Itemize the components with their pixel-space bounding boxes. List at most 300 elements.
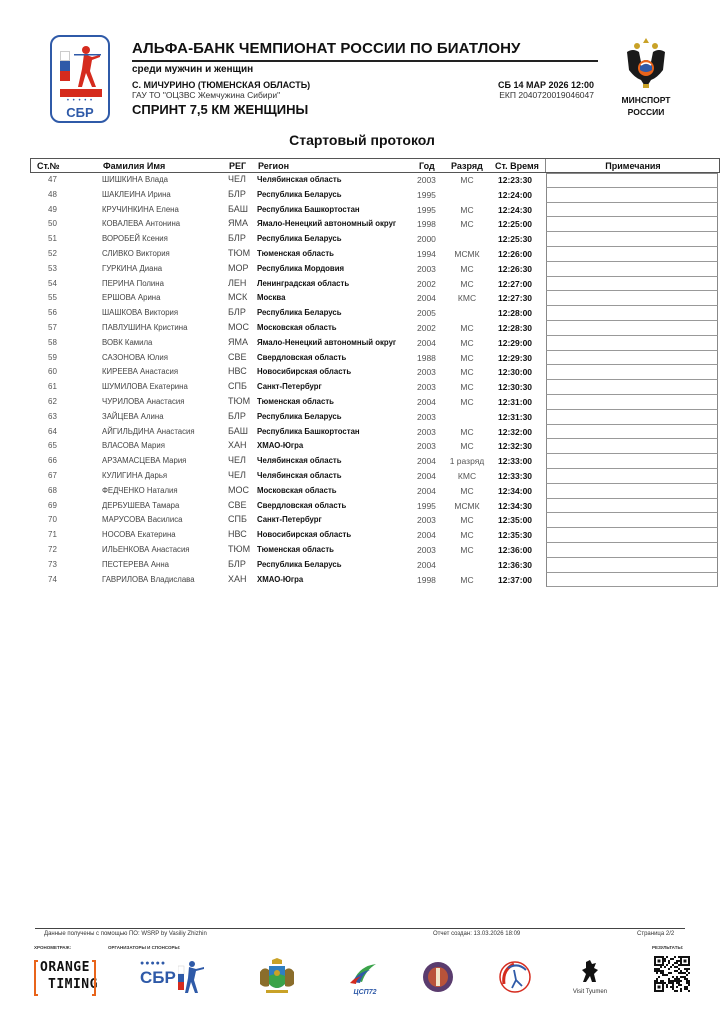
- region-code: НВС: [228, 529, 247, 540]
- start-time: 12:36:00: [498, 544, 533, 555]
- header-year: Год: [419, 161, 435, 171]
- sbr-logo-text: СБР: [66, 105, 94, 120]
- qr-finder-center: [658, 986, 661, 989]
- notes-cell: [546, 188, 718, 203]
- region-name: Москва: [257, 293, 286, 303]
- notes-cell: [546, 306, 718, 321]
- region-code: ТЮМ: [228, 247, 251, 258]
- sport-rank: МСМК: [454, 500, 480, 511]
- birth-year: 2004: [417, 337, 436, 348]
- start-time: 12:30:00: [498, 367, 533, 378]
- qr-module: [674, 990, 676, 992]
- region-name: Московская область: [257, 322, 337, 332]
- start-time: 12:34:00: [498, 485, 533, 496]
- bib-number: 74: [48, 574, 57, 584]
- table-row: [30, 247, 720, 262]
- qr-module: [688, 972, 690, 974]
- birth-year: 2003: [417, 441, 436, 452]
- region-name: Челябинская область: [257, 470, 342, 480]
- region-code: ХАН: [228, 573, 247, 584]
- qr-finder-center: [684, 960, 687, 963]
- birth-year: 2003: [417, 382, 436, 393]
- qr-module: [656, 978, 658, 980]
- region-code: СВЕ: [228, 499, 247, 510]
- qr-module: [674, 978, 676, 980]
- visit-tyumen-text: Visit Tyumen: [572, 989, 608, 995]
- qr-module: [664, 982, 666, 984]
- start-time: 12:35:00: [498, 515, 533, 526]
- birth-year: 1995: [417, 189, 436, 200]
- qr-module: [668, 972, 670, 974]
- qr-module: [666, 964, 668, 966]
- notes-cell: [546, 469, 718, 484]
- sport-rank: МС: [460, 322, 474, 333]
- birth-year: 1994: [417, 248, 436, 259]
- header-reg: РЕГ: [229, 161, 247, 171]
- sport-rank: МС: [460, 263, 474, 274]
- table-row: [30, 573, 720, 588]
- region-name: ХМАО-Югра: [257, 574, 304, 584]
- athlete-name: ЧУРИЛОВА Анастасия: [102, 396, 185, 406]
- athlete-name: МАРУСОВА Василиса: [102, 515, 183, 525]
- region-name: Ленинградская область: [257, 278, 350, 288]
- qr-module: [688, 968, 690, 970]
- table-body: [30, 173, 720, 587]
- qr-module: [670, 966, 672, 968]
- region-code: ЧЕЛ: [228, 174, 246, 184]
- bib-number: 70: [48, 515, 57, 525]
- bib-number: 49: [48, 204, 57, 214]
- qr-module: [684, 986, 686, 988]
- birth-year: 1988: [417, 352, 436, 363]
- qr-module: [676, 976, 678, 978]
- qr-module: [656, 972, 658, 974]
- bib-number: 71: [48, 530, 57, 540]
- qr-module: [658, 970, 660, 972]
- region-name: Республика Беларусь: [257, 411, 342, 421]
- notes-cell: [546, 203, 718, 218]
- qr-module: [682, 972, 684, 974]
- start-time: 12:32:00: [498, 426, 533, 437]
- notes-cell: [546, 395, 718, 410]
- qr-module: [678, 984, 680, 986]
- qr-module: [664, 960, 666, 962]
- qr-module: [678, 982, 680, 984]
- qr-module: [686, 982, 688, 984]
- footer-divider: [35, 928, 685, 929]
- region-code: ТЮМ: [228, 543, 251, 554]
- qr-module: [680, 976, 682, 978]
- biathlete-icon: [72, 45, 102, 89]
- athlete-name: ВЛАСОВА Мария: [102, 441, 165, 451]
- sport-rank: МС: [460, 278, 474, 289]
- birth-year: 2000: [417, 234, 436, 245]
- report-created: Отчет создан: 13.03.2026 18:09: [433, 931, 521, 937]
- table-header: [30, 158, 720, 173]
- start-time: 12:33:00: [498, 456, 533, 467]
- table-row: [30, 543, 720, 558]
- athlete-name: КРУЧИНКИНА Елена: [102, 204, 179, 214]
- header-notes-divider: [545, 159, 546, 172]
- region-name: Республика Беларусь: [257, 234, 342, 244]
- qr-module: [668, 962, 670, 964]
- athlete-name: ЗАЙЦЕВА Алина: [102, 411, 164, 421]
- qr-module: [688, 980, 690, 982]
- region-name: Тюменская область: [257, 544, 334, 554]
- qr-module: [662, 970, 664, 972]
- qr-module: [684, 988, 686, 990]
- athlete-name: СЛИВКО Виктория: [102, 248, 170, 258]
- bib-number: 63: [48, 411, 57, 421]
- qr-module: [680, 990, 682, 992]
- athlete-name: ИЛЬЕНКОВА Анастасия: [102, 544, 190, 554]
- region-code: БЛР: [228, 558, 246, 569]
- notes-cell: [546, 528, 718, 543]
- sport-rank: МС: [460, 219, 474, 230]
- event-place: С. МИЧУРИНО (ТЮМЕНСКАЯ ОБЛАСТЬ): [132, 80, 311, 90]
- qr-module: [686, 980, 688, 982]
- qr-module: [670, 958, 672, 960]
- bib-number: 55: [48, 293, 57, 303]
- sport-rank: МС: [460, 485, 474, 496]
- athlete-name: ПЕСТЕРЕВА Анна: [102, 559, 169, 569]
- flag-red-stripe: [60, 71, 70, 81]
- qr-module: [668, 982, 670, 984]
- qr-module: [688, 990, 690, 992]
- notes-cell: [546, 173, 718, 188]
- qr-module: [686, 988, 688, 990]
- region-code: ЯМА: [228, 336, 248, 347]
- qr-module: [672, 964, 674, 966]
- start-time: 12:32:30: [498, 441, 533, 452]
- athlete-name: АРЗАМАСЦЕВА Мария: [102, 456, 187, 466]
- birth-year: 2003: [417, 367, 436, 378]
- start-time: 12:25:00: [498, 219, 533, 230]
- qr-module: [662, 974, 664, 976]
- start-time: 12:35:30: [498, 530, 533, 541]
- qr-module: [658, 976, 660, 978]
- region-name: Республика Беларусь: [257, 308, 342, 318]
- sport-rank: МС: [460, 337, 474, 348]
- qr-module: [678, 968, 680, 970]
- qr-module: [686, 970, 688, 972]
- athlete-name: ГАВРИЛОВА Владислава: [102, 574, 195, 584]
- qr-module: [680, 972, 682, 974]
- header-notes: Примечания: [605, 161, 661, 171]
- sport-rank: МС: [460, 515, 474, 526]
- qr-module: [676, 982, 678, 984]
- sport-rank: МС: [460, 367, 474, 378]
- table-row: [30, 395, 720, 410]
- tyumen-coat-of-arms-icon: [256, 958, 298, 996]
- table-row: [30, 528, 720, 543]
- region-name: Республика Мордовия: [257, 263, 345, 273]
- start-time: 12:30:30: [498, 382, 533, 393]
- qr-module: [672, 984, 674, 986]
- sbr-sponsor-stars-icon: ●●●●●: [140, 960, 167, 967]
- birth-year: 2004: [417, 396, 436, 407]
- table-row: [30, 351, 720, 366]
- notes-cell: [546, 454, 718, 469]
- table-row: [30, 277, 720, 292]
- athlete-name: АЙГИЛЬДИНА Анастасия: [102, 426, 195, 436]
- notes-cell: [546, 558, 718, 573]
- ekp-number: ЕКП 2040720019046047: [499, 90, 594, 100]
- region-name: Республика Башкортостан: [257, 426, 360, 436]
- qr-module: [656, 970, 658, 972]
- athlete-name: ДЕРБУШЕВА Тамара: [102, 500, 180, 510]
- birth-year: 1995: [417, 500, 436, 511]
- region-code: ЧЕЛ: [228, 455, 246, 466]
- qr-module: [686, 978, 688, 980]
- championship-title: АЛЬФА-БАНК ЧЕМПИОНАТ РОССИИ ПО БИАТЛОНУ: [132, 40, 521, 57]
- qr-module: [684, 972, 686, 974]
- region-code: СПБ: [228, 514, 247, 525]
- table-row: [30, 188, 720, 203]
- notes-cell: [546, 232, 718, 247]
- qr-module: [684, 976, 686, 978]
- region-name: Санкт-Петербург: [257, 382, 322, 392]
- birth-year: 2003: [417, 263, 436, 274]
- qr-module: [686, 968, 688, 970]
- header-start-time: Ст. Время: [495, 161, 539, 171]
- notes-cell: [546, 351, 718, 366]
- region-name: Свердловская область: [257, 352, 347, 362]
- sport-rank: МС: [460, 426, 474, 437]
- birth-year: 2003: [417, 175, 436, 185]
- start-time: 12:25:30: [498, 234, 533, 245]
- timing-label: ХРОНОМЕТРАЖ:: [34, 945, 72, 950]
- bib-number: 72: [48, 544, 57, 554]
- qr-module: [678, 978, 680, 980]
- start-time: 12:24:00: [498, 189, 533, 200]
- qr-module: [678, 972, 680, 974]
- qr-module: [686, 986, 688, 988]
- table-row: [30, 484, 720, 499]
- athlete-name: ПЕРИНА Полина: [102, 278, 164, 288]
- bib-number: 68: [48, 485, 57, 495]
- header-region: Регион: [258, 161, 289, 171]
- qr-module: [674, 962, 676, 964]
- qr-module: [672, 986, 674, 988]
- qr-module: [680, 988, 682, 990]
- region-name: Новосибирская область: [257, 367, 352, 377]
- qr-module: [660, 966, 662, 968]
- visit-tyumen-animal-icon: [580, 960, 600, 984]
- qr-module: [676, 990, 678, 992]
- qr-module: [674, 966, 676, 968]
- orange-timing-line1: ORANGE: [40, 960, 90, 975]
- table-row: [30, 336, 720, 351]
- race-name: СПРИНТ 7,5 КМ ЖЕНЩИНЫ: [132, 102, 309, 117]
- notes-cell: [546, 484, 718, 499]
- start-time: 12:31:00: [498, 396, 533, 407]
- qr-module: [654, 968, 656, 970]
- bib-number: 54: [48, 278, 57, 288]
- start-time: 12:29:00: [498, 337, 533, 348]
- bib-number: 47: [48, 175, 57, 184]
- qr-module: [662, 972, 664, 974]
- athlete-name: КИРЕЕВА Анастасия: [102, 367, 179, 377]
- ski-federation-emblem-icon: [498, 960, 532, 994]
- sbr-logo: [50, 35, 110, 123]
- region-code: МОС: [228, 321, 249, 332]
- birth-year: 2004: [417, 530, 436, 541]
- sport-rank: МС: [460, 396, 474, 407]
- qr-module: [676, 978, 678, 980]
- start-time: 12:23:30: [498, 175, 533, 185]
- minsport-label-line1: МИНСПОРТ: [621, 95, 671, 105]
- minsport-logo: [612, 34, 680, 118]
- region-code: СПБ: [228, 381, 247, 392]
- bib-number: 64: [48, 426, 57, 436]
- qr-module: [664, 958, 666, 960]
- birth-year: 2004: [417, 485, 436, 496]
- notes-cell: [546, 543, 718, 558]
- region-code: БЛР: [228, 307, 246, 318]
- birth-year: 1995: [417, 204, 436, 215]
- region-name: ХМАО-Югра: [257, 441, 304, 451]
- start-time: 12:26:00: [498, 248, 533, 259]
- results-qr-code-icon[interactable]: [654, 956, 690, 992]
- sport-rank: МС: [460, 544, 474, 555]
- birth-year: 2003: [417, 426, 436, 437]
- region-name: Челябинская область: [257, 175, 342, 184]
- qr-module: [664, 974, 666, 976]
- athlete-name: ШИШКИНА Влада: [102, 175, 169, 184]
- qr-module: [664, 966, 666, 968]
- athlete-name: ВОРОБЕЙ Ксения: [102, 234, 168, 244]
- flag-blue-stripe: [60, 61, 70, 71]
- visit-tyumen-logo: [570, 960, 610, 996]
- bib-number: 65: [48, 441, 57, 451]
- qr-module: [684, 978, 686, 980]
- sbr-sponsor-logo: [138, 960, 208, 996]
- sport-rank: МС: [460, 530, 474, 541]
- region-name: Ямало-Ненецкий автономный округ: [257, 337, 397, 347]
- page-number: Страница 2/2: [637, 931, 675, 937]
- table-row: [30, 173, 720, 188]
- championship-subtitle: среди мужчин и женщин: [132, 64, 254, 75]
- start-time: 12:36:30: [498, 559, 533, 570]
- athlete-name: ШАШКОВА Виктория: [102, 308, 179, 318]
- orange-bracket-left-icon: [34, 960, 38, 996]
- bib-number: 62: [48, 396, 57, 406]
- region-code: БЛР: [228, 410, 246, 421]
- double-headed-eagle-icon: [623, 34, 669, 94]
- csp72-text: ЦСП72: [353, 989, 377, 996]
- start-time: 12:26:30: [498, 263, 533, 274]
- qr-module: [672, 980, 674, 982]
- qr-module: [670, 972, 672, 974]
- birth-year: 2004: [417, 293, 436, 304]
- region-code: ХАН: [228, 440, 247, 451]
- alfa-bank-strip: [60, 89, 102, 97]
- bib-number: 61: [48, 382, 57, 392]
- sport-rank: МС: [460, 204, 474, 215]
- bib-number: 52: [48, 248, 57, 258]
- birth-year: 2003: [417, 411, 436, 422]
- table-row: [30, 439, 720, 454]
- region-name: Республика Беларусь: [257, 559, 342, 569]
- sports-club-emblem-icon: [422, 960, 454, 994]
- notes-cell: [546, 365, 718, 380]
- sport-rank: МС: [460, 574, 474, 585]
- region-code: БАШ: [228, 425, 248, 436]
- sbr-sponsor-text: СБР: [140, 968, 176, 987]
- athlete-name: ЕРШОВА Арина: [102, 293, 161, 303]
- notes-cell: [546, 513, 718, 528]
- region-name: Санкт-Петербург: [257, 515, 322, 525]
- table-row: [30, 217, 720, 232]
- notes-cell: [546, 321, 718, 336]
- athlete-name: ШУМИЛОВА Екатерина: [102, 382, 188, 392]
- notes-cell: [546, 380, 718, 395]
- start-time: 12:29:30: [498, 352, 533, 363]
- qr-finder-center: [658, 960, 661, 963]
- bib-number: 50: [48, 219, 57, 229]
- birth-year: 1998: [417, 219, 436, 230]
- table-row: [30, 469, 720, 484]
- qr-module: [674, 980, 676, 982]
- athlete-name: ПАВЛУШИНА Кристина: [102, 322, 188, 332]
- qr-module: [680, 980, 682, 982]
- qr-module: [656, 980, 658, 982]
- orange-timing-line2: TIMING: [48, 977, 98, 992]
- qr-module: [688, 982, 690, 984]
- qr-module: [684, 968, 686, 970]
- header-bib: Ст.№: [37, 161, 60, 171]
- sponsors-label: ОРГАНИЗАТОРЫ И СПОНСОРЫ:: [108, 945, 181, 950]
- start-time: 12:37:00: [498, 574, 533, 585]
- athlete-name: КОВАЛЕВА Антонина: [102, 219, 181, 229]
- start-time: 12:27:00: [498, 278, 533, 289]
- qr-module: [654, 970, 656, 972]
- region-code: БЛР: [228, 233, 246, 244]
- birth-year: 2002: [417, 322, 436, 333]
- csp72-logo: [350, 962, 380, 994]
- csp72-swoosh-icon: [350, 962, 380, 984]
- qr-module: [670, 980, 672, 982]
- birth-year: 2003: [417, 544, 436, 555]
- region-code: БАШ: [228, 203, 248, 214]
- document-title: Стартовый протокол: [289, 132, 435, 148]
- qr-module: [680, 970, 682, 972]
- region-code: МОР: [228, 262, 249, 273]
- qr-module: [688, 984, 690, 986]
- table-row: [30, 291, 720, 306]
- region-name: Московская область: [257, 485, 337, 495]
- bib-number: 67: [48, 470, 57, 480]
- table-row: [30, 499, 720, 514]
- qr-module: [670, 982, 672, 984]
- bib-number: 58: [48, 337, 57, 347]
- notes-cell: [546, 291, 718, 306]
- birth-year: 2004: [417, 456, 436, 467]
- start-time: 12:28:00: [498, 308, 533, 319]
- bib-number: 59: [48, 352, 57, 362]
- orange-bracket-right-icon: [92, 960, 96, 996]
- athlete-name: САЗОНОВА Юлия: [102, 352, 168, 362]
- region-name: Республика Башкортостан: [257, 204, 360, 214]
- start-time: 12:24:30: [498, 204, 533, 215]
- birth-year: 2004: [417, 470, 436, 481]
- minsport-label-line2: РОССИИ: [627, 107, 665, 117]
- qr-module: [678, 964, 680, 966]
- header-name: Фамилия Имя: [103, 161, 166, 171]
- table-row: [30, 380, 720, 395]
- notes-cell: [546, 425, 718, 440]
